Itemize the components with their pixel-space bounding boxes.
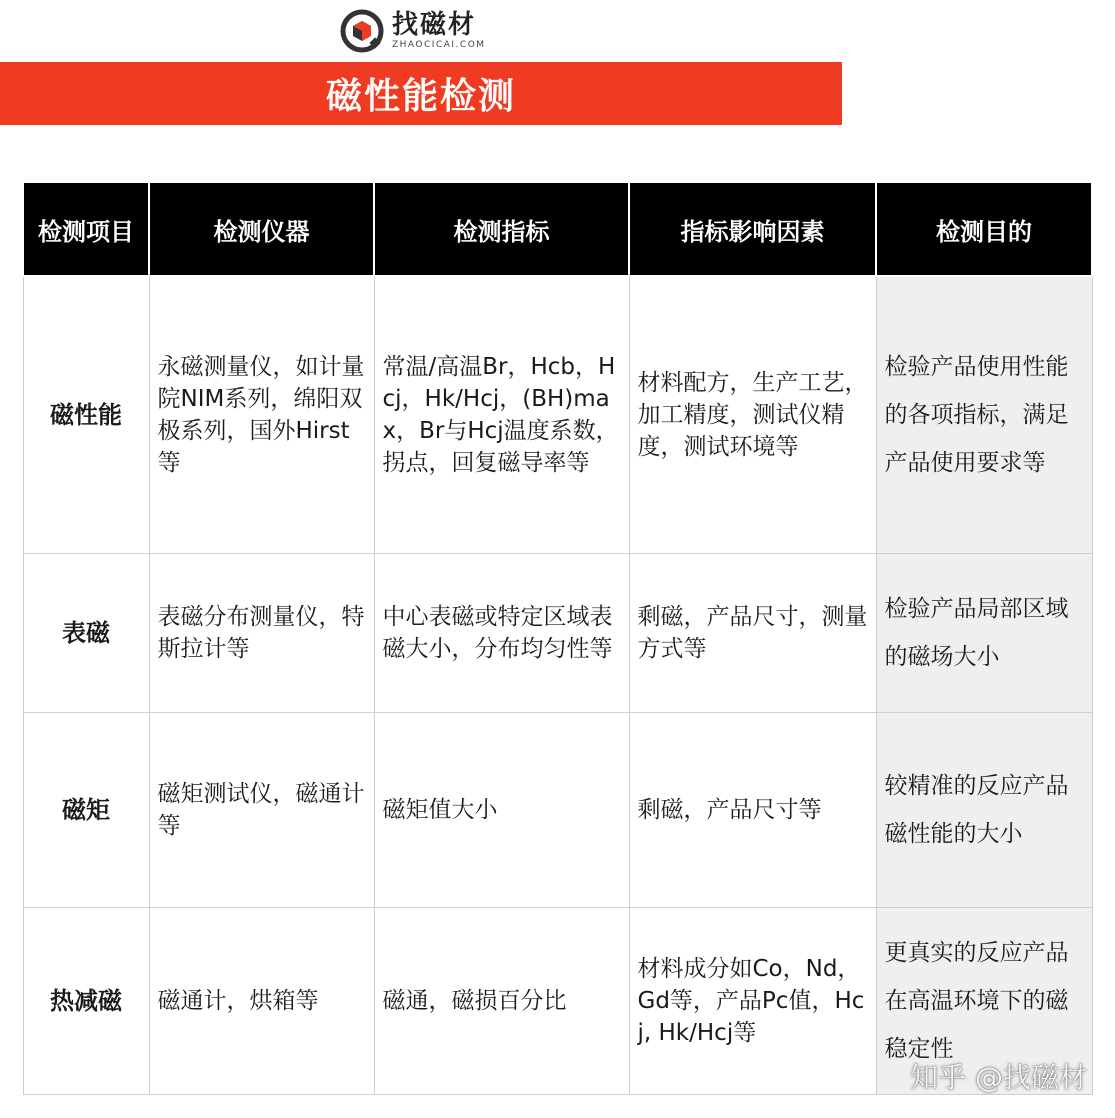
table-row [23,276,1092,554]
cell-indicator: 常温/高温Br，Hcb，Hcj，Hk/Hcj，(BH)max，Br与Hcj温度系数，拐点，回复磁导率等 [374,276,629,554]
brand-name: 找磁材 [392,10,477,40]
cell-item: 磁矩 [23,713,149,908]
cell-purpose: 检验产品局部区域的磁场大小 [876,554,1092,713]
cell-instrument: 磁矩测试仪，磁通计等 [149,713,374,908]
cell-indicator: 磁矩值大小 [374,713,629,908]
brand-domain: ZHAOCICAI.COM [392,40,486,50]
cell-factors: 材料配方，生产工艺，加工精度，测试仪精度，测试环境等 [629,276,876,554]
header-purpose: 检测目的 [876,182,1092,276]
table-row [23,713,1092,908]
title-banner [0,62,842,125]
header-indicator: 检测指标 [374,182,629,276]
cell-instrument: 磁通计，烘箱等 [149,908,374,1095]
cell-indicator: 中心表磁或特定区域表磁大小，分布均匀性等 [374,554,629,713]
cell-factors: 剩磁，产品尺寸等 [629,713,876,908]
cell-purpose: 检验产品使用性能的各项指标，满足产品使用要求等 [876,276,1092,554]
cell-factors: 剩磁，产品尺寸，测量方式等 [629,554,876,713]
cell-instrument: 永磁测量仪，如计量院NIM系列，绵阳双极系列，国外Hirst等 [149,276,374,554]
cell-item: 表磁 [23,554,149,713]
page-title: 磁性能检测 [325,76,516,117]
header-instrument: 检测仪器 [149,182,374,276]
cell-factors: 材料成分如Co，Nd，Gd等，产品Pc值，Hcj, Hk/Hcj等 [629,908,876,1095]
brand-logo [340,8,486,54]
table-row [23,554,1092,713]
hexagon-logo-icon [340,9,384,53]
cell-item: 磁性能 [23,276,149,554]
cell-item: 热减磁 [23,908,149,1095]
testing-table [22,181,1093,1095]
table-header-row [23,182,1092,276]
watermark: 知乎 @找磁材 [910,1061,1087,1094]
cell-indicator: 磁通，磁损百分比 [374,908,629,1095]
header-factors: 指标影响因素 [629,182,876,276]
cell-purpose: 更真实的反应产品在高温环境下的磁稳定性 [876,908,1092,1095]
header-item: 检测项目 [23,182,149,276]
cell-instrument: 表磁分布测量仪，特斯拉计等 [149,554,374,713]
cell-purpose: 较精准的反应产品磁性能的大小 [876,713,1092,908]
